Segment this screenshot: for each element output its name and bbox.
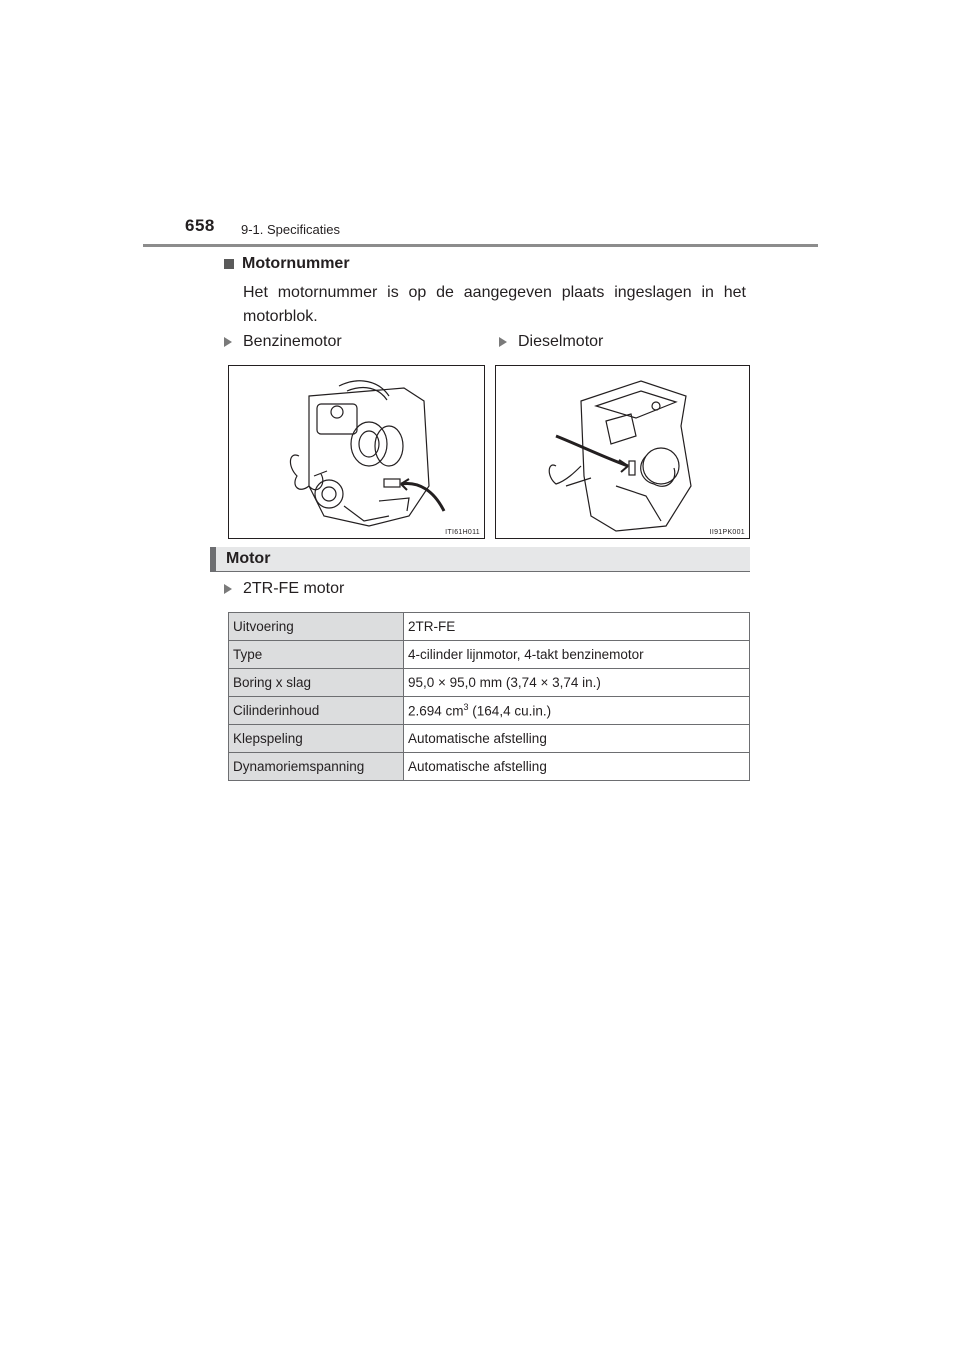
section-body: Het motornummer is op de aangegeven plaats ingeslagen in het motorblok. (243, 284, 746, 325)
petrol-engine-figure (228, 365, 485, 539)
engine-spec-table (228, 612, 750, 781)
diesel-engine-illustration (496, 366, 749, 538)
spec-value-suffix: (164,4 cu.in.) (468, 703, 552, 719)
spec-key: Type (229, 641, 404, 669)
figure-label-text: Dieselmotor (518, 333, 604, 350)
engine-variant-text: 2TR-FE motor (243, 580, 345, 597)
section-title (224, 255, 350, 273)
figure-label-text: Benzinemotor (243, 333, 342, 350)
figure-label-diesel (499, 333, 603, 351)
table-row (229, 753, 750, 781)
spec-value: 4-cilinder lijnmotor, 4-takt benzinemotor (404, 641, 750, 669)
figure-code: ITI61H011 (445, 529, 480, 536)
page-number: 658 (185, 216, 215, 235)
spec-key: Cilinderinhoud (229, 697, 404, 725)
triangle-bullet-icon (224, 337, 232, 347)
section-title-text: Motornummer (242, 255, 350, 272)
table-row (229, 725, 750, 753)
header-rule (143, 244, 818, 247)
spec-value: Automatische afstelling (404, 725, 750, 753)
square-bullet-icon (224, 259, 234, 269)
table-row (229, 669, 750, 697)
petrol-engine-illustration (229, 366, 484, 538)
engine-variant-label (224, 580, 344, 598)
table-row (229, 613, 750, 641)
spec-value: Automatische afstelling (404, 753, 750, 781)
spec-value-superscript: 3 (463, 702, 469, 713)
spec-key: Klepspeling (229, 725, 404, 753)
spec-value-main: 2.694 cm (408, 703, 464, 719)
spec-key: Dynamoriemspanning (229, 753, 404, 781)
chapter-title: 9-1. Specificaties (241, 222, 340, 237)
figure-code: II91PK001 (709, 529, 745, 536)
motor-section-heading (210, 547, 750, 572)
spec-key: Uitvoering (229, 613, 404, 641)
table-row (229, 641, 750, 669)
motor-heading-text: Motor (226, 550, 271, 567)
spec-value: 95,0 × 95,0 mm (3,74 × 3,74 in.) (404, 669, 750, 697)
figure-label-benzine (224, 333, 342, 351)
table-row (229, 697, 750, 725)
triangle-bullet-icon (224, 584, 232, 594)
spec-key: Boring x slag (229, 669, 404, 697)
diesel-engine-figure (495, 365, 750, 539)
spec-value: 2TR-FE (404, 613, 750, 641)
spec-value (404, 697, 750, 725)
triangle-bullet-icon (499, 337, 507, 347)
